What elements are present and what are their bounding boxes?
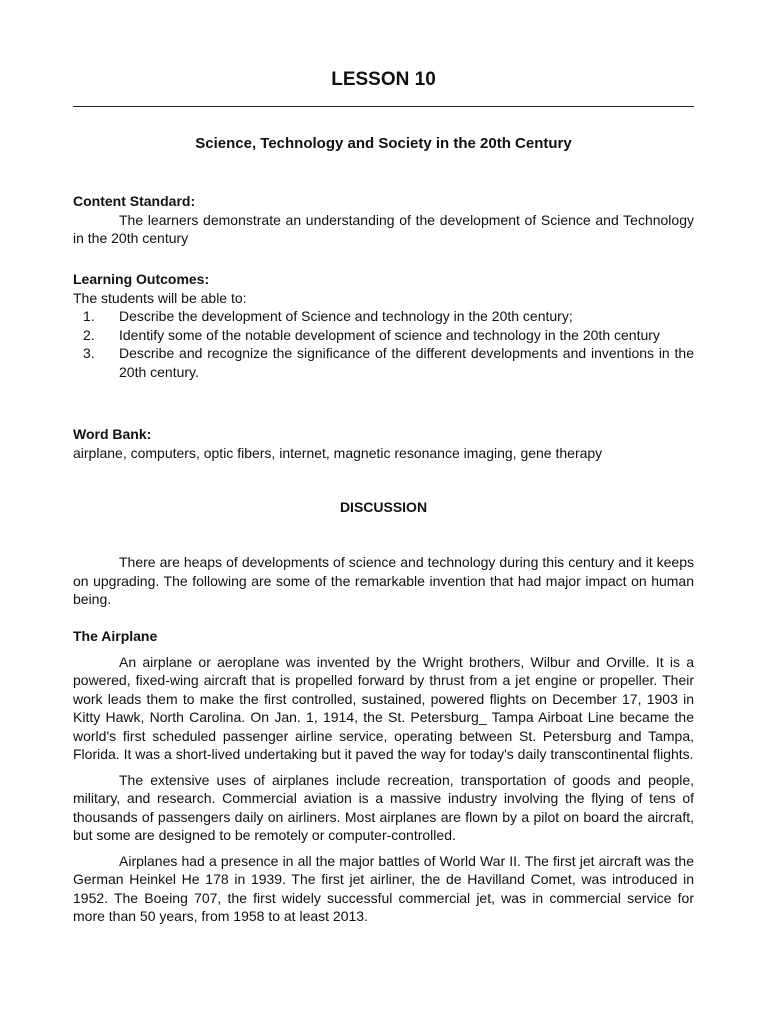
content-standard-text: The learners demonstrate an understanding of the development of Science and Technology in the 20th century xyxy=(73,211,694,246)
learning-outcomes-section xyxy=(73,270,694,381)
list-item xyxy=(73,307,694,326)
content-standard-section xyxy=(73,192,694,248)
list-item-text: Describe and recognize the significance of the different developments and inventions in the 20th century. xyxy=(119,345,694,380)
list-item xyxy=(73,344,694,381)
airplane-section xyxy=(73,627,694,926)
learning-outcomes-heading: Learning Outcomes: xyxy=(73,271,210,287)
airplane-heading: The Airplane xyxy=(73,628,158,644)
airplane-paragraph-2: The extensive uses of airplanes include recreation, transportation of goods and people, military, and research. Commercial aviation is a massive industry involving the flying of tens of thousands of passengers daily on airliners. Most airplanes are flown by a pilot on board the aircraft, but some are designed to be remotely or computer-controlled. xyxy=(73,771,694,843)
title-divider xyxy=(73,106,694,107)
learning-outcomes-intro: The students will be able to: xyxy=(73,289,247,306)
spacer xyxy=(73,764,694,771)
word-bank-text: airplane, computers, optic fibers, internet, magnetic resonance imaging, gene therapy xyxy=(73,444,603,461)
discussion-heading: DISCUSSION xyxy=(339,499,428,515)
list-item xyxy=(73,326,694,345)
lesson-subtitle: Science, Technology and Society in the 20th Century xyxy=(195,135,572,152)
content-standard-heading: Content Standard: xyxy=(73,193,196,209)
list-item-number: 1. xyxy=(83,308,95,324)
learning-outcomes-list xyxy=(73,307,694,381)
airplane-paragraph-1: An airplane or aeroplane was invented by the Wright brothers, Wilbur and Orville. It is a powered, fixed-wing aircraft that is propelled forward by thrust from a jet engine or propeller. Their work leads them to make the first controlled, sustained, powered flights on December 17, 1903 in Kitty Hawk, North Carolina. On Jan. 1, 1914, the St. Petersburg_ Tampa Airboat Line became the world's first scheduled passenger airline service, operating between St. Petersburg and Tampa, Florida. It was a short-lived undertaking but it paved the way for today's daily transcontinental flights. xyxy=(73,653,694,762)
list-item-text: Describe the development of Science and technology in the 20th century; xyxy=(119,308,573,324)
list-item-number: 3. xyxy=(83,345,95,361)
discussion-intro-section xyxy=(73,553,694,609)
spacer xyxy=(73,845,694,852)
spacer xyxy=(73,646,694,653)
list-item-number: 2. xyxy=(83,326,95,343)
airplane-paragraph-3: Airplanes had a presence in all the major battles of World War II. The first jet aircraft was the German Heinkel He 178 in 1939. The first jet airliner, the de Havilland Comet, was introduced in 1952. The Boeing 707, the first widely successful commercial jet, was in commercial service for more than 50 years, from 1958 to at least 2013. xyxy=(73,852,694,924)
list-item-text: Identify some of the notable development of science and technology in the 20th century xyxy=(119,326,660,343)
discussion-intro-text: There are heaps of developments of science and technology during this century and it keeps on upgrading. The following are some of the remarkable invention that had major impact on human being. xyxy=(73,554,694,607)
word-bank-heading: Word Bank: xyxy=(73,426,152,442)
word-bank-section xyxy=(73,425,694,462)
lesson-title: LESSON 10 xyxy=(331,69,436,90)
